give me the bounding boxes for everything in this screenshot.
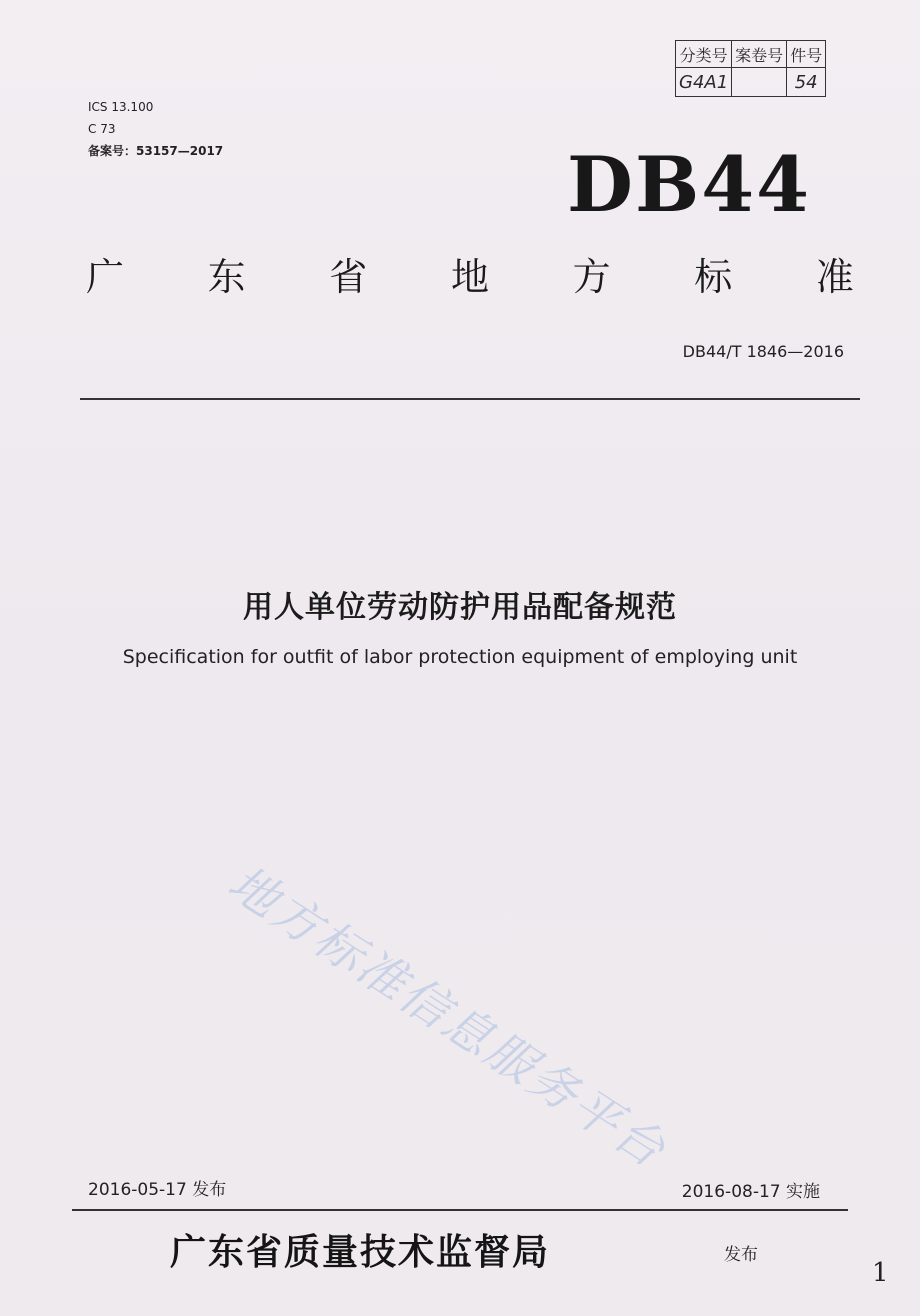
archive-stamp xyxy=(675,40,826,97)
stamp-header-file: 案卷号 xyxy=(732,41,787,68)
classification-block xyxy=(88,96,223,162)
stamp-value-item: 54 xyxy=(787,68,826,97)
standard-type-char: 广 xyxy=(85,255,124,299)
standard-type-char: 省 xyxy=(329,255,368,299)
standard-code: DB44 xyxy=(567,140,811,229)
document-title-english: Specification for outfit of labor protection equipment of employing unit xyxy=(122,646,798,668)
standard-type-char: 地 xyxy=(450,255,489,299)
filing-number: 备案号：53157—2017 xyxy=(88,144,224,158)
publish-date: 2016-05-17 发布 xyxy=(88,1180,227,1200)
standard-type-char: 东 xyxy=(207,255,246,299)
issuer-tag: 发布 xyxy=(724,1245,758,1265)
ics-code: ICS 13.100 xyxy=(88,100,154,114)
stamp-header-item: 件号 xyxy=(787,41,826,68)
stamp-value-file xyxy=(732,68,787,97)
document-title-chinese: 用人单位劳动防护用品配备规范 xyxy=(243,590,677,625)
standard-type-char: 准 xyxy=(815,255,854,299)
standard-type-char: 标 xyxy=(694,255,733,299)
watermark: 地方标准信息服务平台 xyxy=(218,854,677,1180)
standard-type xyxy=(80,246,860,301)
stamp-value-category: G4A1 xyxy=(676,68,732,97)
issuing-authority: 广东省质量技术监督局 xyxy=(170,1231,551,1273)
standard-type-char: 方 xyxy=(572,255,611,299)
header-divider xyxy=(80,398,860,400)
implement-date: 2016-08-17 实施 xyxy=(681,1182,820,1202)
ccs-code: C 73 xyxy=(88,122,116,136)
standard-number: DB44/T 1846—2016 xyxy=(682,342,844,361)
page-number: 1 xyxy=(872,1258,889,1288)
stamp-header-category: 分类号 xyxy=(676,41,732,68)
footer-divider xyxy=(72,1209,848,1211)
